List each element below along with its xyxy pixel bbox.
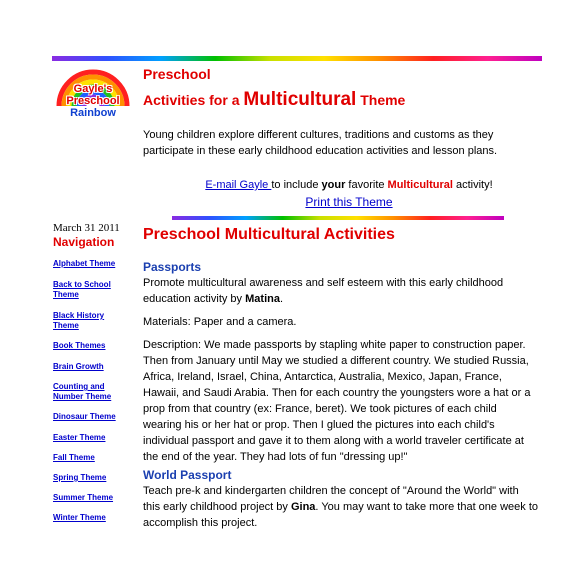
world-passport-heading: World Passport (143, 468, 232, 482)
email-text-your: your (321, 179, 346, 191)
email-gayle-link[interactable]: E-mail Gayle (205, 179, 272, 191)
site-title-rest: reschool (152, 66, 211, 82)
intro-text: Young children explore different cultures, traditions and customs as they participate in these early childhood education activities and lesson plans. (143, 129, 498, 157)
email-text-2: favorite (345, 179, 388, 191)
page-title (143, 89, 405, 111)
print-line (143, 195, 555, 209)
world-passport-text-b: . You may want to take more that one week to accomplish this project. (143, 501, 538, 529)
email-text-1: to include (271, 179, 322, 191)
world-passport-text (143, 483, 538, 531)
passports-intro-end: . (279, 293, 284, 305)
nav-item-brain-growth[interactable]: Brain Growth (53, 362, 104, 371)
world-passport-author: Gina (290, 501, 316, 513)
section-rainbow-divider (172, 216, 504, 220)
navigation-title: Navigation (53, 235, 115, 249)
nav-item-black-history-theme[interactable]: Black History Theme (53, 311, 105, 330)
passports-intro (143, 275, 538, 307)
email-line (143, 179, 555, 191)
nav-item-alphabet-theme[interactable]: Alphabet Theme (53, 259, 116, 268)
email-text-end: activity! (452, 179, 493, 191)
passports-materials: Materials: Paper and a camera. (143, 316, 297, 328)
passports-description: Description: We made passports by stapling white paper to construction paper. Then from January until May we studied a different country. We studied Russia, Africa, Ireland, Israel, China, Antarctica, Australia, Mexico, Japan, France, Hawaii, and Saudi Arabia. Then for each country the youngsters wore a hat or a prop from that country (ex: France, beret). We took pictures of each child wearing his or her hat or prop. Then I glued the pictures into each child's individual passport and gave it to them along with a world traveler certificate at the end of the year. They had lots of fun "dressing up!" (143, 339, 531, 463)
page-title-prefix: Activities for a (143, 92, 244, 108)
nav-item-spring-theme[interactable]: Spring Theme (53, 473, 107, 482)
nav-item-back-to-school-theme[interactable]: Back to School Theme (53, 280, 111, 299)
date-label: March 31 2011 (53, 222, 120, 234)
page-title-suffix: Theme (356, 92, 406, 108)
nav-item-easter-theme[interactable]: Easter Theme (53, 433, 106, 442)
page-title-theme: Multicultural (243, 89, 357, 110)
passports-intro-text: Promote multicultural awareness and self esteem with this early childhood education activity by (143, 277, 504, 305)
nav-item-dinosaur-theme[interactable]: Dinosaur Theme (53, 412, 116, 421)
site-title-initial: P (143, 66, 153, 82)
passports-author: Matina (245, 293, 280, 305)
passports-heading: Passports (143, 260, 202, 274)
logo-line-3: Rainbow (70, 107, 116, 119)
section-title: Preschool Multicultural Activities (143, 226, 395, 243)
nav-item-summer-theme[interactable]: Summer Theme (53, 493, 114, 502)
logo-line-2: Preschool (66, 95, 120, 107)
top-rainbow-divider (52, 56, 542, 61)
print-theme-link[interactable]: Print this Theme (305, 195, 393, 209)
nav-item-book-themes[interactable]: Book Themes (53, 341, 106, 350)
email-text-multicultural: Multicultural (387, 179, 453, 191)
site-logo[interactable] (53, 62, 133, 132)
logo-line-1: Gayle's (73, 83, 113, 95)
nav-item-counting-and-number-theme[interactable]: Counting and Number Theme (53, 382, 112, 401)
site-title (143, 66, 211, 82)
nav-item-winter-theme[interactable]: Winter Theme (53, 513, 106, 522)
nav-item-fall-theme[interactable]: Fall Theme (53, 453, 95, 462)
world-passport-text-a: Teach pre-k and kindergarten children the concept of "Around the World" with this early childhood project by (143, 485, 519, 513)
